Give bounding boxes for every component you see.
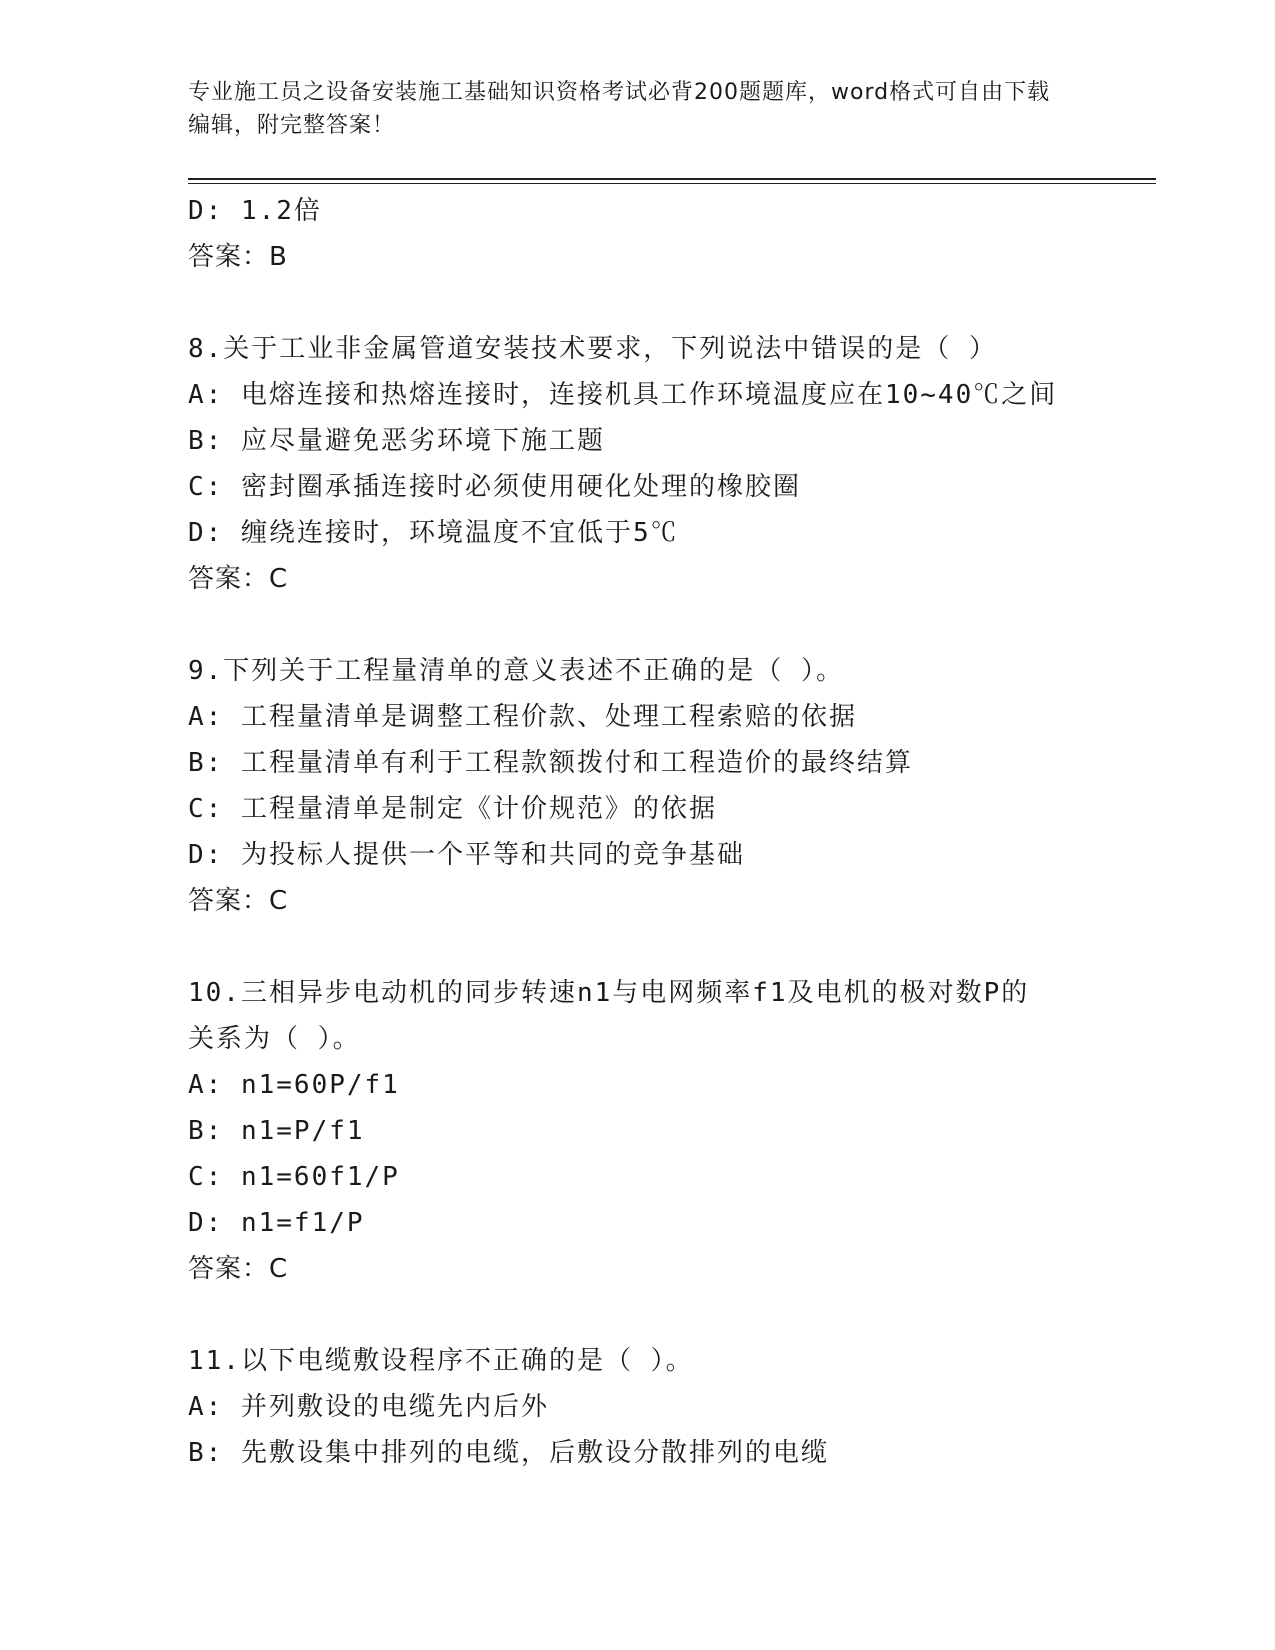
question-10-option-a: A: n1=60P/f1 <box>188 1070 400 1100</box>
document-body <box>188 188 1088 1476</box>
header-rule-thick <box>188 178 1156 180</box>
question-11-option-a: A: 并列敷设的电缆先内后外 <box>188 1392 549 1422</box>
question-9-option-b: B: 工程量清单有利于工程款额拨付和工程造价的最终结算 <box>188 748 913 778</box>
header-rule-thin <box>188 183 1156 184</box>
question-11-option-b: B: 先敷设集中排列的电缆，后敷设分散排列的电缆 <box>188 1438 829 1468</box>
question-10-stem-line-1: 10.三相异步电动机的同步转速n1与电网频率f1及电机的极对数P的 <box>188 978 1030 1008</box>
question-8-option-b: B: 应尽量避免恶劣环境下施工题 <box>188 426 605 456</box>
option-d-previous: D: 1.2倍 <box>188 196 322 226</box>
answer-previous: 答案：B <box>188 242 288 272</box>
question-8-option-c: C: 密封圈承插连接时必须使用硬化处理的橡胶圈 <box>188 472 801 502</box>
question-8-option-d: D: 缠绕连接时，环境温度不宜低于5℃ <box>188 518 679 548</box>
question-8-stem: 8.关于工业非金属管道安装技术要求，下列说法中错误的是（ ） <box>188 334 997 364</box>
question-11-stem: 11.以下电缆敷设程序不正确的是（ ）。 <box>188 1346 694 1376</box>
question-10-option-c: C: n1=60f1/P <box>188 1162 400 1192</box>
question-10-answer: 答案：C <box>188 1254 289 1284</box>
question-9-option-d: D: 为投标人提供一个平等和共同的竞争基础 <box>188 840 745 870</box>
question-9-option-c: C: 工程量清单是制定《计价规范》的依据 <box>188 794 717 824</box>
question-9-answer: 答案：C <box>188 886 289 916</box>
document-header: 专业施工员之设备安装施工基础知识资格考试必背200题题库，word格式可自由下载编辑，附完整答案！ <box>188 80 1051 138</box>
question-8-option-a: A: 电熔连接和热熔连接时，连接机具工作环境温度应在10~40℃之间 <box>188 380 1058 410</box>
question-10-option-b: B: n1=P/f1 <box>188 1116 365 1146</box>
question-10-stem-line-2: 关系为（ ）。 <box>188 1024 361 1054</box>
question-10-option-d: D: n1=f1/P <box>188 1208 365 1238</box>
question-8-answer: 答案：C <box>188 564 289 594</box>
question-9-stem: 9.下列关于工程量清单的意义表述不正确的是（ ）。 <box>188 656 844 686</box>
question-9-option-a: A: 工程量清单是调整工程价款、处理工程索赔的依据 <box>188 702 857 732</box>
